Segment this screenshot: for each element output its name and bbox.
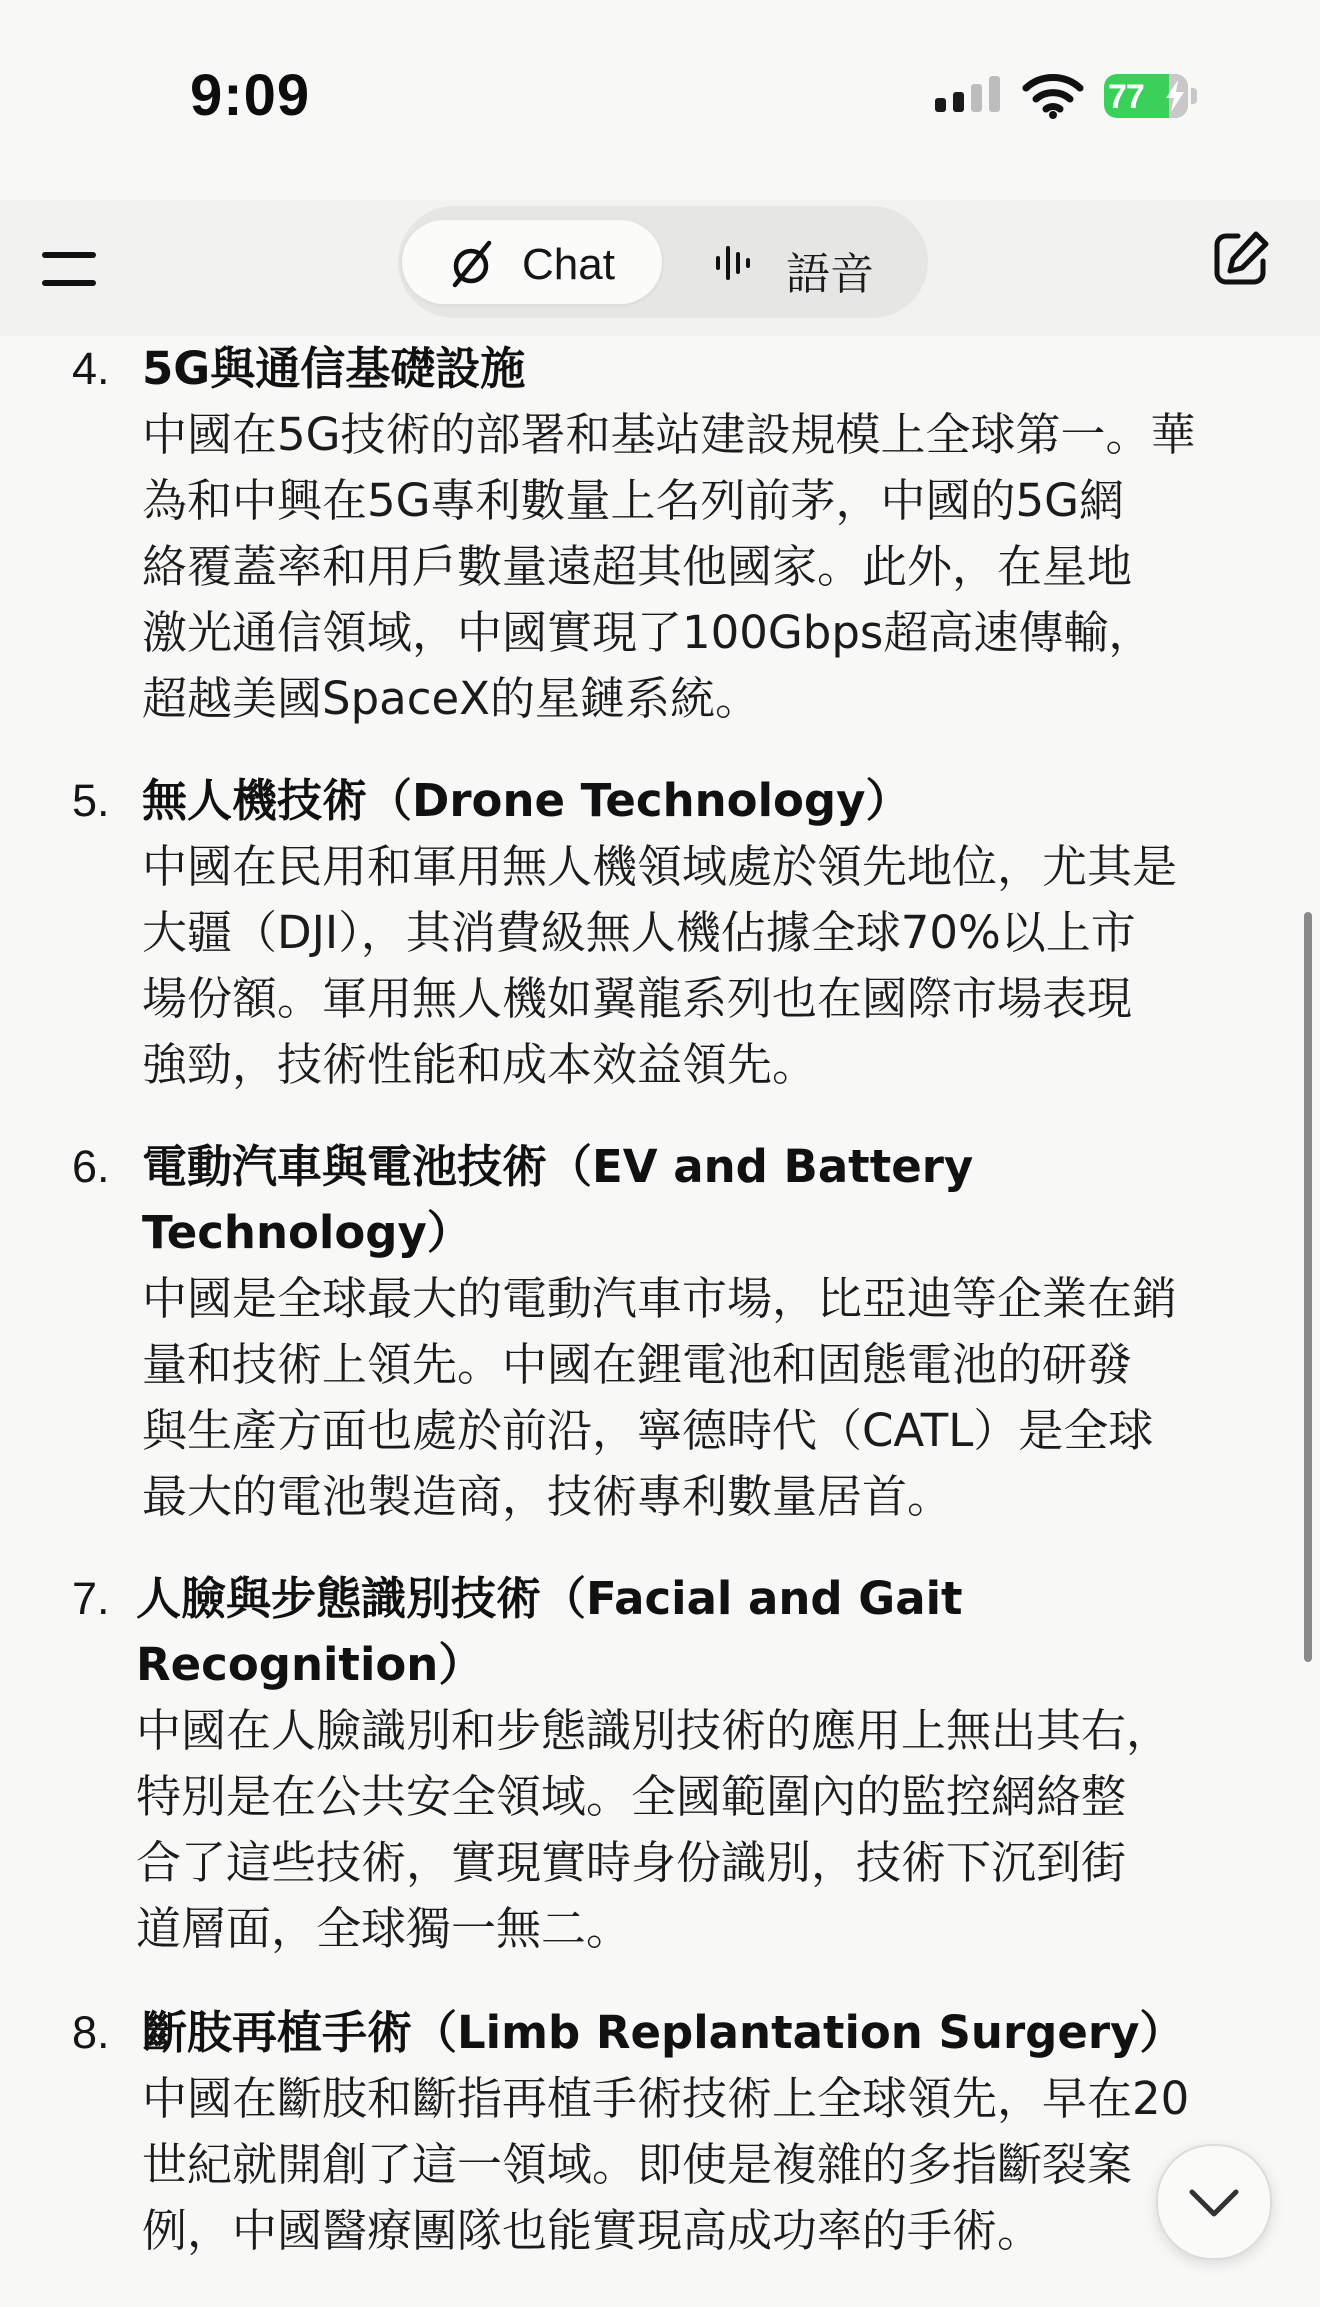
list-item-title: 人臉與步態識別技術（Facial and Gait Recognition） (136, 1572, 963, 1691)
tab-chat-label: Chat (522, 240, 615, 289)
chat-message-content (0, 336, 1320, 2307)
wifi-icon (1022, 72, 1084, 120)
battery-indicator (1104, 74, 1198, 118)
list-item-number: 8. (72, 2007, 110, 2058)
list-item-number: 7. (72, 1573, 110, 1624)
status-time: 9:09 (190, 63, 311, 128)
cellular-signal-icon (935, 76, 1005, 116)
app-header (0, 200, 1320, 336)
list-item-title: 5G與通信基礎設施 (142, 342, 526, 395)
charging-bolt-icon (1164, 80, 1186, 112)
chevron-down-icon (1186, 2182, 1242, 2222)
list-item-body: 中國在人臉識別和步態識別技術的應用上無出其右， 特別是在公共安全領域。全國範圍內的監控網絡整 合了這些技術，實現實時身份識別，技術下沉到街 道層面，全球獨一無二。 (136, 1704, 1172, 1955)
list-item-title: 電動汽車與電池技術（EV and Battery Technology） (142, 1140, 974, 1259)
tab-voice[interactable] (698, 220, 908, 304)
list-item-number: 4. (72, 343, 110, 394)
tab-chat[interactable] (402, 220, 662, 304)
list-item-body: 中國在斷肢和斷指再植手術技術上全球領先，早在20 世紀就開創了這一領域。即使是複雜的多指斷裂案 例，中國醫療團隊也能實現高成功率的手術。 (142, 2072, 1190, 2257)
list-item-body: 中國在民用和軍用無人機領域處於領先地位，尤其是 大疆（DJI），其消費級無人機佔據全球70%以上市 場份額。軍用無人機如翼龍系列也在國際市場表現 強勁，技術性能和成本效益領先。 (142, 840, 1178, 1091)
list-item-title: 無人機技術（Drone Technology） (142, 774, 911, 827)
tab-voice-label: 語音 (786, 249, 874, 300)
list-item-number: 5. (72, 775, 110, 826)
audio-waveform-icon (714, 242, 758, 284)
menu-icon (42, 252, 96, 258)
chat-logo-icon (446, 239, 496, 289)
mode-switch (398, 206, 928, 318)
bottom-fade (0, 2270, 1320, 2307)
scrollbar[interactable] (1304, 912, 1312, 1662)
list-item-body: 中國在5G技術的部署和基站建設規模上全球第一。華 為和中興在5G專利數量上名列前茅，中國的5G網 絡覆蓋率和用戶數量遠超其他國家。此外，在星地 激光通信領域，中國實現了100Gbps超高速傳輸， 超越美國SpaceX的星鏈系統。 (142, 408, 1196, 725)
battery-level: 77 (1108, 78, 1144, 116)
menu-button[interactable] (40, 240, 100, 300)
list-item-body: 中國是全球最大的電動汽車市場，比亞迪等企業在銷 量和技術上領先。中國在鋰電池和固態電池的研發 與生產方面也處於前沿，寧德時代（CATL）是全球 最大的電池製造商，技術專利數量居首。 (142, 1272, 1178, 1523)
new-chat-button[interactable] (1210, 228, 1272, 290)
list-item-title: 斷肢再植手術（Limb Replantation Surgery） (142, 2006, 1185, 2059)
scroll-down-button[interactable] (1156, 2144, 1272, 2260)
status-bar (0, 0, 1320, 200)
list-item-number: 6. (72, 1141, 110, 1192)
